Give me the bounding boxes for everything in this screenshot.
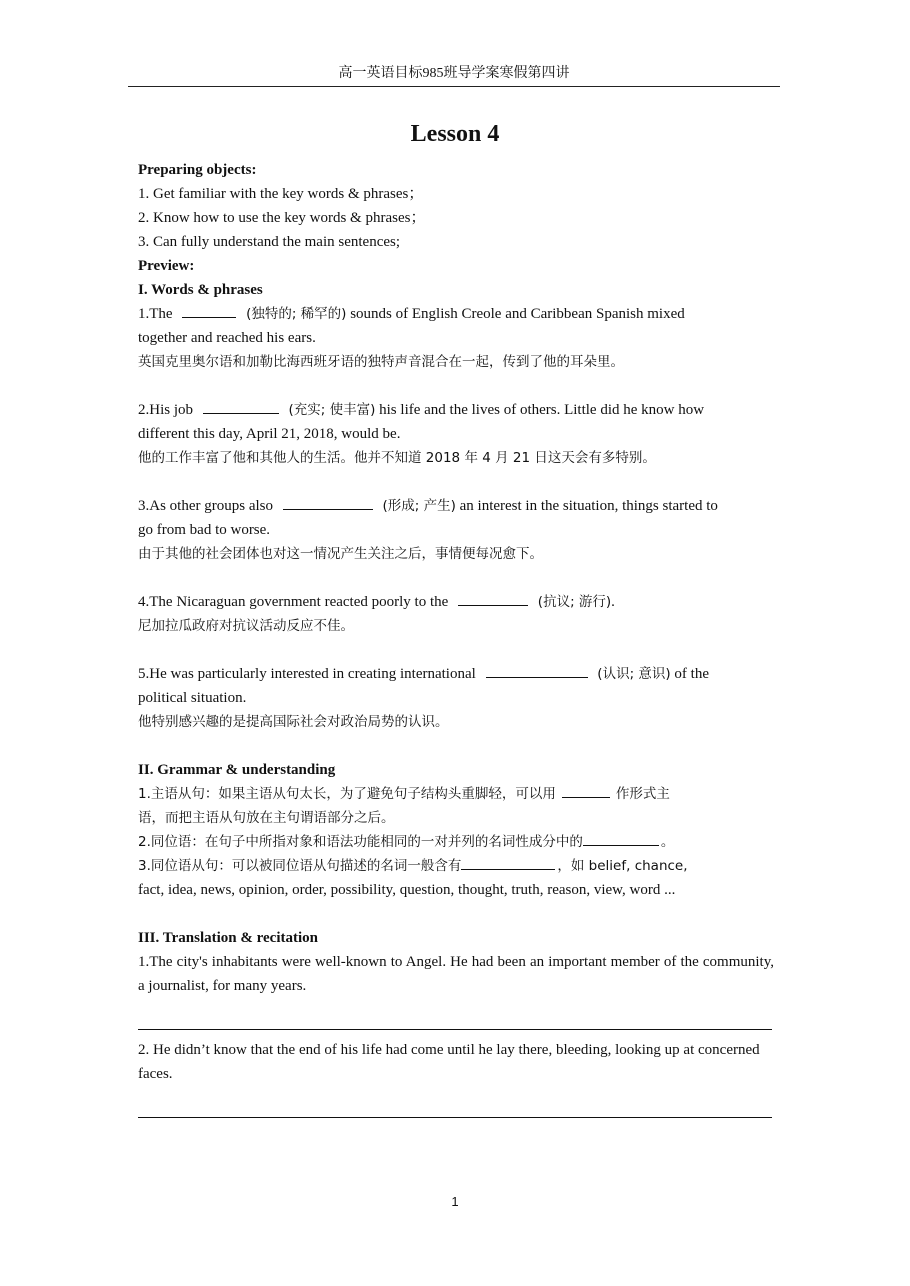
question-text: 4.The Nicaraguan government reacted poorly to the xyxy=(138,594,449,610)
section-title: . Translation & recitation xyxy=(155,930,319,946)
translation-sentence-1: 1.The city's inhabitants were well-known to Angel. He had been an important member of the community, a journalist, for many years. xyxy=(138,954,774,994)
section-title: . Words & phrases xyxy=(143,282,263,298)
translation-heading xyxy=(138,926,774,950)
answer-line-1[interactable] xyxy=(138,1028,772,1030)
answer-line-2[interactable] xyxy=(138,1116,772,1118)
question-3-translation: 由于其他的社会团体也对这一情况产生关注之后，事情便每况愈下。 xyxy=(138,546,543,562)
question-4 xyxy=(138,590,774,614)
question-1-cont: together and reached his ears. xyxy=(138,330,316,346)
chinese-hint: (认识; 意识) xyxy=(597,666,671,682)
objective-item-2: 2. Know how to use the key words & phrases； xyxy=(138,210,426,226)
grammar-item-3 xyxy=(138,854,774,878)
grammar-item-2 xyxy=(138,830,774,854)
grammar-text: 2.同位语：在句子中所指对象和语法功能相同的一对并列的名词性成分中的 xyxy=(138,834,583,850)
objective-item-1: 1. Get familiar with the key words & phrases； xyxy=(138,186,424,202)
section-title: . Grammar & understanding xyxy=(149,762,336,778)
preview-heading: Preview: xyxy=(138,258,195,274)
question-text: . xyxy=(611,594,615,610)
chinese-hint: (形成; 产生) xyxy=(382,498,456,514)
question-text: his life and the lives of others. Little did he know how xyxy=(379,402,705,418)
answer-blank[interactable] xyxy=(283,495,373,510)
answer-blank[interactable] xyxy=(562,783,610,798)
grammar-text: ，如 belief, chance, xyxy=(557,858,688,874)
question-5-translation: 他特别感兴趣的是提高国际社会对政治局势的认识。 xyxy=(138,714,449,730)
answer-blank[interactable] xyxy=(461,855,555,870)
question-text: 3.As other groups also xyxy=(138,498,273,514)
question-4-translation: 尼加拉瓜政府对抗议活动反应不佳。 xyxy=(138,618,354,634)
question-5-cont: political situation. xyxy=(138,690,247,706)
question-text: sounds of English Creole and Caribbean Spanish mixed xyxy=(350,306,685,322)
grammar-text: 。 xyxy=(660,834,675,850)
grammar-item-3-cont: fact, idea, news, opinion, order, possibility, question, thought, truth, reason, view, word ... xyxy=(138,882,676,898)
question-2 xyxy=(138,398,774,422)
question-1-translation: 英国克里奥尔语和加勒比海西班牙语的独特声音混合在一起，传到了他的耳朵里。 xyxy=(138,354,624,370)
section-number: III xyxy=(138,930,156,946)
grammar-item-1-cont: 语，而把主语从句放在主句谓语部分之后。 xyxy=(138,810,395,826)
question-3-cont: go from bad to worse. xyxy=(138,522,271,538)
question-text: 5.He was particularly interested in creating international xyxy=(138,666,476,682)
words-heading xyxy=(138,278,774,302)
question-2-translation: 他的工作丰富了他和其他人的生活。他并不知道 2018 年 4 月 21 日这天会有多特别。 xyxy=(138,450,656,466)
answer-blank[interactable] xyxy=(458,591,528,606)
translation-sentence-2: 2. He didn’t know that the end of his life had come until he lay there, bleeding, looking up at concerned faces. xyxy=(138,1042,760,1082)
chinese-hint: (抗议; 游行) xyxy=(537,594,612,610)
question-text: 2.His job xyxy=(138,402,194,418)
document-body xyxy=(138,158,774,1126)
objective-item-3: 3. Can fully understand the main sentences; xyxy=(138,234,401,250)
page-header: 高一英语目标985班导学案寒假第四讲 xyxy=(128,64,780,87)
page-number: 1 xyxy=(451,1194,459,1209)
answer-blank[interactable] xyxy=(486,663,588,678)
question-text: an interest in the situation, things started to xyxy=(459,498,718,514)
grammar-heading xyxy=(138,758,774,782)
chinese-hint: (独特的; 稀罕的) xyxy=(246,306,347,322)
question-3 xyxy=(138,494,774,518)
grammar-text: 3.同位语从句：可以被同位语从句描述的名词一般含有 xyxy=(138,858,462,874)
section-number: II xyxy=(138,762,150,778)
answer-blank[interactable] xyxy=(203,399,279,414)
question-text: of the xyxy=(674,666,709,682)
answer-blank[interactable] xyxy=(583,831,659,846)
lesson-title: Lesson 4 xyxy=(410,121,500,147)
question-2-cont: different this day, April 21, 2018, would be. xyxy=(138,426,401,442)
grammar-item-1 xyxy=(138,782,774,806)
question-1 xyxy=(138,302,774,326)
grammar-text: 作形式主 xyxy=(615,786,670,802)
question-5 xyxy=(138,662,774,686)
section-number: I xyxy=(138,282,144,298)
answer-blank[interactable] xyxy=(182,303,236,318)
chinese-hint: (充实; 使丰富) xyxy=(288,402,376,418)
grammar-text: 1.主语从句：如果主语从句太长，为了避免句子结构头重脚轻，可以用 xyxy=(138,786,556,802)
objectives-heading: Preparing objects: xyxy=(138,162,257,178)
question-text: 1.The xyxy=(138,306,173,322)
